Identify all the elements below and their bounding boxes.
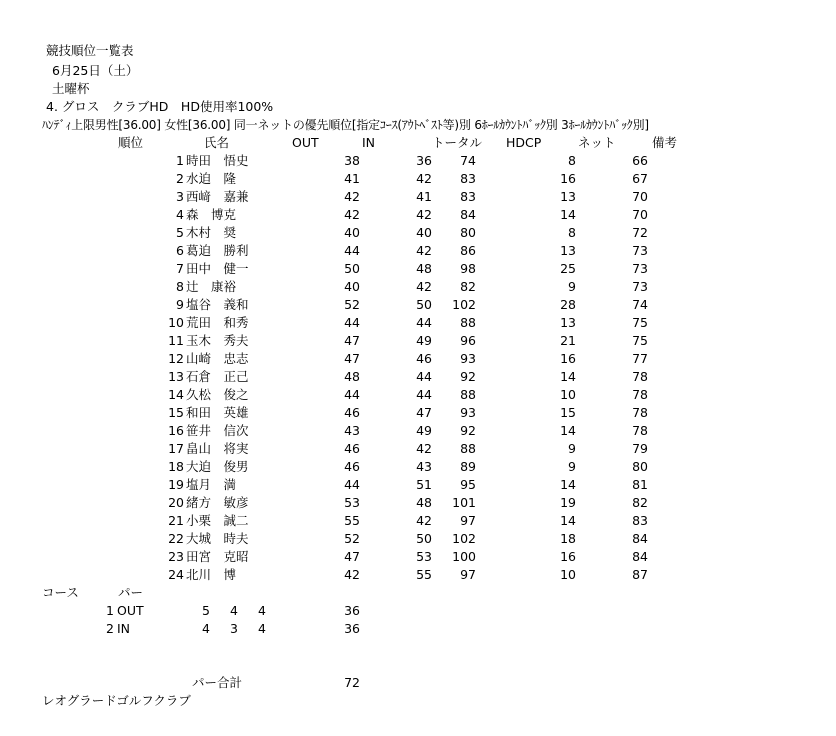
net-cell: 81	[632, 477, 648, 492]
out-cell: 52	[344, 531, 360, 546]
event-name: 土曜杯	[52, 81, 90, 96]
hdcp-cell: 21	[560, 333, 576, 348]
table-row	[0, 296, 836, 314]
in-cell: 42	[416, 279, 432, 294]
hdcp-cell: 9	[568, 279, 576, 294]
scoring-format: 4. グロス クラブHD HD使用率100%	[46, 99, 274, 114]
course-par-hole: 3	[230, 621, 238, 636]
total-cell: 92	[460, 369, 476, 384]
rank-cell: 6	[176, 243, 184, 258]
hdcp-cell: 8	[568, 225, 576, 240]
out-cell: 44	[344, 315, 360, 330]
par-label: パー	[118, 585, 144, 600]
table-row	[0, 314, 836, 332]
table-row	[0, 350, 836, 368]
table-row	[0, 170, 836, 188]
name-cell: 西﨑 嘉兼	[186, 189, 249, 204]
name-cell: 水迫 隆	[186, 171, 237, 186]
header-name: 氏名	[204, 135, 230, 150]
name-cell: 大迫 俊男	[186, 459, 249, 474]
rank-cell: 17	[168, 441, 184, 456]
in-cell: 55	[416, 567, 432, 582]
out-cell: 42	[344, 207, 360, 222]
hdcp-cell: 9	[568, 441, 576, 456]
name-cell: 時田 悟史	[186, 153, 249, 168]
total-cell: 88	[460, 441, 476, 456]
in-cell: 48	[416, 261, 432, 276]
report-title: 競技順位一覧表	[46, 43, 134, 58]
in-cell: 53	[416, 549, 432, 564]
rank-cell: 10	[168, 315, 184, 330]
name-cell: 辻 康裕	[186, 279, 237, 294]
hdcp-cell: 14	[560, 477, 576, 492]
rank-cell: 20	[168, 495, 184, 510]
out-cell: 46	[344, 441, 360, 456]
table-row	[0, 368, 836, 386]
net-cell: 87	[632, 567, 648, 582]
hdcp-cell: 16	[560, 549, 576, 564]
out-cell: 44	[344, 387, 360, 402]
hdcp-cell: 19	[560, 495, 576, 510]
net-cell: 82	[632, 495, 648, 510]
rank-cell: 11	[168, 333, 184, 348]
in-cell: 51	[416, 477, 432, 492]
total-cell: 97	[460, 567, 476, 582]
table-row	[0, 386, 836, 404]
hdcp-cell: 13	[560, 243, 576, 258]
rank-cell: 4	[176, 207, 184, 222]
course-par-hole: 4	[258, 603, 266, 618]
net-cell: 78	[632, 369, 648, 384]
hdcp-cell: 15	[560, 405, 576, 420]
course-par-total: 36	[344, 603, 360, 618]
table-row	[0, 206, 836, 224]
total-cell: 83	[460, 189, 476, 204]
out-cell: 46	[344, 459, 360, 474]
name-cell: 山崎 忠志	[186, 351, 249, 366]
course-number: 2	[106, 621, 114, 636]
out-cell: 47	[344, 351, 360, 366]
out-cell: 50	[344, 261, 360, 276]
rank-cell: 3	[176, 189, 184, 204]
header-in: IN	[362, 135, 376, 150]
course-par-hole: 4	[258, 621, 266, 636]
total-cell: 101	[452, 495, 476, 510]
in-cell: 49	[416, 423, 432, 438]
total-cell: 88	[460, 387, 476, 402]
table-row	[0, 530, 836, 548]
total-cell: 93	[460, 351, 476, 366]
in-cell: 42	[416, 441, 432, 456]
hdcp-cell: 14	[560, 513, 576, 528]
net-cell: 66	[632, 153, 648, 168]
rank-cell: 9	[176, 297, 184, 312]
net-cell: 75	[632, 315, 648, 330]
hdcp-cell: 28	[560, 297, 576, 312]
rank-cell: 22	[168, 531, 184, 546]
net-cell: 70	[632, 207, 648, 222]
out-cell: 46	[344, 405, 360, 420]
net-cell: 73	[632, 261, 648, 276]
name-cell: 畠山 将実	[186, 441, 249, 456]
total-cell: 89	[460, 459, 476, 474]
hdcp-cell: 14	[560, 369, 576, 384]
net-cell: 73	[632, 279, 648, 294]
net-cell: 77	[632, 351, 648, 366]
out-cell: 43	[344, 423, 360, 438]
hdcp-cell: 8	[568, 153, 576, 168]
table-row	[0, 242, 836, 260]
rank-cell: 21	[168, 513, 184, 528]
in-cell: 42	[416, 513, 432, 528]
name-cell: 田宮 克昭	[186, 549, 249, 564]
net-cell: 70	[632, 189, 648, 204]
out-cell: 42	[344, 189, 360, 204]
rank-cell: 2	[176, 171, 184, 186]
net-cell: 78	[632, 423, 648, 438]
net-cell: 74	[632, 297, 648, 312]
table-row	[0, 494, 836, 512]
name-cell: 葛迫 勝利	[186, 243, 249, 258]
net-cell: 84	[632, 549, 648, 564]
hdcp-cell: 9	[568, 459, 576, 474]
out-cell: 40	[344, 225, 360, 240]
header-out: OUT	[292, 135, 319, 150]
table-row	[0, 512, 836, 530]
table-row	[0, 224, 836, 242]
table-row	[0, 566, 836, 584]
table-row	[0, 440, 836, 458]
total-cell: 74	[460, 153, 476, 168]
name-cell: 久松 俊之	[186, 387, 249, 402]
in-cell: 43	[416, 459, 432, 474]
out-cell: 55	[344, 513, 360, 528]
in-cell: 42	[416, 243, 432, 258]
course-number: 1	[106, 603, 114, 618]
rank-cell: 19	[168, 477, 184, 492]
total-cell: 88	[460, 315, 476, 330]
in-cell: 36	[416, 153, 432, 168]
in-cell: 47	[416, 405, 432, 420]
out-cell: 47	[344, 333, 360, 348]
in-cell: 44	[416, 315, 432, 330]
total-cell: 97	[460, 513, 476, 528]
total-cell: 93	[460, 405, 476, 420]
in-cell: 41	[416, 189, 432, 204]
rank-cell: 8	[176, 279, 184, 294]
table-row	[0, 422, 836, 440]
rank-cell: 18	[168, 459, 184, 474]
par-total-value: 72	[344, 675, 360, 690]
in-cell: 42	[416, 207, 432, 222]
net-cell: 78	[632, 405, 648, 420]
table-row	[0, 476, 836, 494]
net-cell: 80	[632, 459, 648, 474]
total-cell: 83	[460, 171, 476, 186]
table-row	[0, 332, 836, 350]
out-cell: 47	[344, 549, 360, 564]
hdcp-cell: 18	[560, 531, 576, 546]
name-cell: 笹井 信次	[186, 423, 249, 438]
report-date: 6月25日（土）	[52, 63, 139, 78]
name-cell: 塩月 満	[186, 477, 237, 492]
in-cell: 50	[416, 531, 432, 546]
out-cell: 48	[344, 369, 360, 384]
total-cell: 82	[460, 279, 476, 294]
hdcp-cell: 10	[560, 567, 576, 582]
hdcp-cell: 10	[560, 387, 576, 402]
in-cell: 40	[416, 225, 432, 240]
name-cell: 荒田 和秀	[186, 315, 249, 330]
rank-cell: 15	[168, 405, 184, 420]
table-row	[0, 278, 836, 296]
name-cell: 玉木 秀夫	[186, 333, 249, 348]
par-total-label: パー合計	[192, 675, 243, 690]
rank-cell: 7	[176, 261, 184, 276]
in-cell: 50	[416, 297, 432, 312]
out-cell: 44	[344, 243, 360, 258]
out-cell: 42	[344, 567, 360, 582]
total-cell: 102	[452, 531, 476, 546]
net-cell: 79	[632, 441, 648, 456]
total-cell: 102	[452, 297, 476, 312]
name-cell: 石倉 正己	[186, 369, 249, 384]
in-cell: 44	[416, 387, 432, 402]
hdcp-cell: 16	[560, 351, 576, 366]
name-cell: 田中 健一	[186, 261, 249, 276]
hdcp-cell: 14	[560, 423, 576, 438]
in-cell: 48	[416, 495, 432, 510]
hdcp-cell: 16	[560, 171, 576, 186]
header-remarks: 備考	[652, 135, 678, 150]
net-cell: 72	[632, 225, 648, 240]
out-cell: 44	[344, 477, 360, 492]
table-row	[0, 152, 836, 170]
course-par-hole: 4	[230, 603, 238, 618]
course-par-total: 36	[344, 621, 360, 636]
hdcp-cell: 13	[560, 315, 576, 330]
in-cell: 42	[416, 171, 432, 186]
in-cell: 49	[416, 333, 432, 348]
name-cell: 木村 奨	[186, 225, 237, 240]
rank-cell: 14	[168, 387, 184, 402]
out-cell: 53	[344, 495, 360, 510]
handicap-conditions: ﾊﾝﾃﾞｨ上限男性[36.00] 女性[36.00] 同一ネットの優先順位[指定ｺｰｽ(ｱｳﾄﾍﾞｽﾄ等)別 6ﾎｰﾙｶｳﾝﾄﾊﾞｯｸ別 3ﾎｰﾙｶｳﾝﾄﾊﾞｯｸ別]	[42, 118, 649, 132]
total-cell: 100	[452, 549, 476, 564]
course-name: IN	[117, 621, 131, 636]
rank-cell: 23	[168, 549, 184, 564]
course-par-hole: 4	[202, 621, 210, 636]
total-cell: 92	[460, 423, 476, 438]
table-row	[0, 404, 836, 422]
table-row	[0, 188, 836, 206]
rank-cell: 12	[168, 351, 184, 366]
name-cell: 森 博克	[186, 207, 237, 222]
name-cell: 緒方 敏彦	[186, 495, 249, 510]
net-cell: 78	[632, 387, 648, 402]
hdcp-cell: 14	[560, 207, 576, 222]
net-cell: 75	[632, 333, 648, 348]
total-cell: 86	[460, 243, 476, 258]
rank-cell: 24	[168, 567, 184, 582]
name-cell: 大城 時夫	[186, 531, 249, 546]
header-net: ネット	[578, 135, 616, 150]
total-cell: 80	[460, 225, 476, 240]
header-hdcp: HDCP	[506, 135, 542, 150]
rank-cell: 16	[168, 423, 184, 438]
total-cell: 95	[460, 477, 476, 492]
club-name: レオグラードゴルフクラブ	[42, 693, 191, 708]
net-cell: 83	[632, 513, 648, 528]
course-par-hole: 5	[202, 603, 210, 618]
out-cell: 52	[344, 297, 360, 312]
table-row	[0, 260, 836, 278]
rank-cell: 5	[176, 225, 184, 240]
total-cell: 96	[460, 333, 476, 348]
net-cell: 73	[632, 243, 648, 258]
name-cell: 塩谷 義和	[186, 297, 249, 312]
name-cell: 和田 英雄	[186, 405, 249, 420]
net-cell: 84	[632, 531, 648, 546]
net-cell: 67	[632, 171, 648, 186]
rank-cell: 13	[168, 369, 184, 384]
rank-cell: 1	[176, 153, 184, 168]
name-cell: 北川 博	[186, 567, 237, 582]
course-name: OUT	[117, 603, 144, 618]
header-total: トータル	[432, 135, 483, 150]
out-cell: 41	[344, 171, 360, 186]
total-cell: 84	[460, 207, 476, 222]
course-label: コース	[42, 585, 79, 600]
out-cell: 38	[344, 153, 360, 168]
in-cell: 44	[416, 369, 432, 384]
name-cell: 小栗 誠二	[186, 513, 249, 528]
table-row	[0, 458, 836, 476]
out-cell: 40	[344, 279, 360, 294]
hdcp-cell: 25	[560, 261, 576, 276]
total-cell: 98	[460, 261, 476, 276]
hdcp-cell: 13	[560, 189, 576, 204]
in-cell: 46	[416, 351, 432, 366]
header-rank: 順位	[118, 135, 144, 150]
table-row	[0, 548, 836, 566]
